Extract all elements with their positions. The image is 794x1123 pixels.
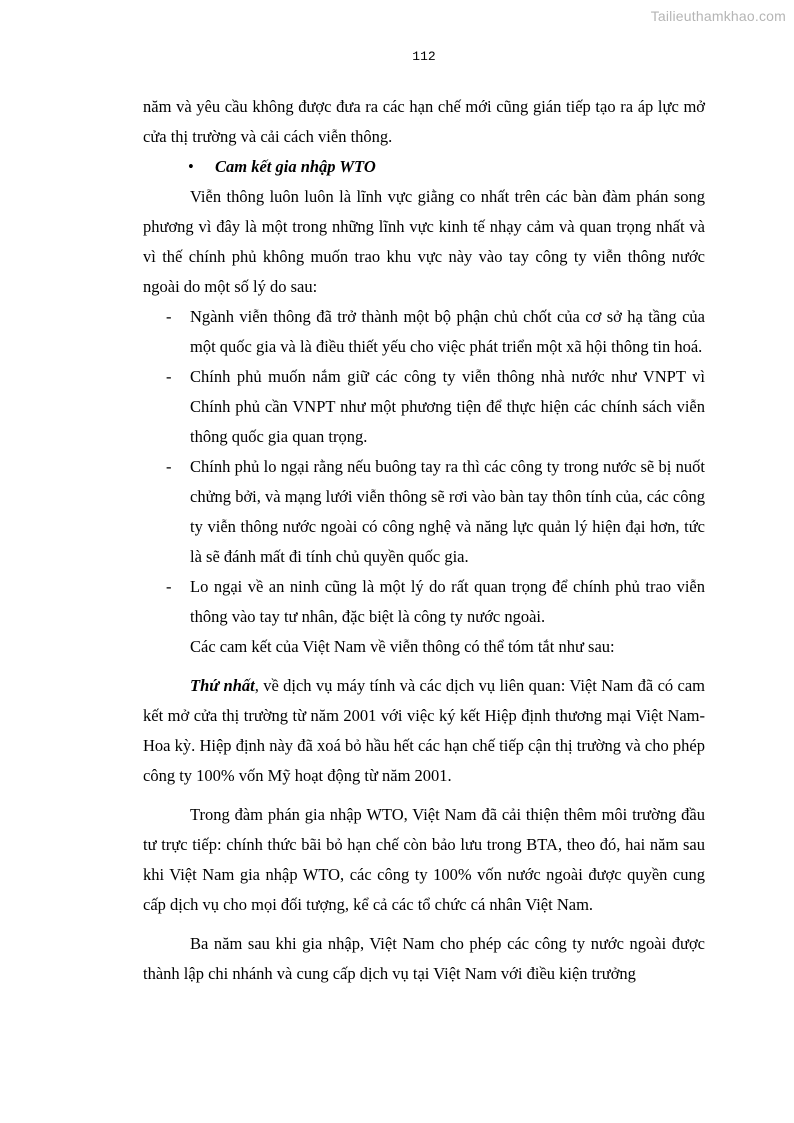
dash-icon: - [166, 307, 172, 326]
intro-paragraph: năm và yêu cầu không được đưa ra các hạn chế mới cũng gián tiếp tạo ra áp lực mở cửa thị trường và cải cách viễn thông. [143, 97, 705, 146]
paragraph: Trong đàm phán gia nhập WTO, Việt Nam đã cải thiện thêm môi trường đầu tư trực tiếp: chính thức bãi bỏ hạn chế còn bảo lưu trong BTA, theo đó, hai năm sau khi Việt Nam gia nhập WTO, các công ty 100% vốn nước ngoài được quyền cung cấp dịch vụ cho mọi đối tượng, kể cả các tổ chức cá nhân Việt Nam. [143, 805, 705, 914]
list-item-text: Chính phủ lo ngại rằng nếu buông tay ra thì các công ty trong nước sẽ bị nuốt chửng bởi, và mạng lưới viễn thông sẽ rơi vào bàn tay thôn tính của, các công ty viễn thông nước ngoài có công nghệ và năng lực quản lý hiện đại hơn, tức là sẽ đánh mất đi tính chủ quyền quốc gia. [190, 457, 705, 566]
page-number: 112 [412, 49, 436, 64]
first-label: Thứ nhất [190, 676, 255, 695]
dash-icon: - [166, 367, 172, 386]
list-item [143, 362, 705, 452]
dash-icon: - [166, 577, 172, 596]
watermark: Tailieuthamkhao.com [650, 8, 786, 24]
list-item [143, 302, 705, 362]
section-heading-text: Cam kết gia nhập WTO [215, 157, 376, 176]
list-item-text: Chính phủ muốn nắm giữ các công ty viễn thông nhà nước như VNPT vì Chính phủ cần VNPT như một phương tiện để thực hiện các chính sách viễn thông quốc gia quan trọng. [190, 367, 705, 446]
paragraph: Viễn thông luôn luôn là lĩnh vực giằng co nhất trên các bàn đàm phán song phương vì đây là một trong những lĩnh vực kinh tế nhạy cảm và quan trọng nhất và vì thế chính phủ không muốn trao khu vực này vào tay công ty viễn thông nước ngoài do một số lý do sau: [143, 187, 705, 296]
dash-icon: - [166, 457, 172, 476]
paragraph: Ba năm sau khi gia nhập, Việt Nam cho phép các công ty nước ngoài được thành lập chi nhánh và cung cấp dịch vụ tại Việt Nam với điều kiện trưởng [143, 934, 705, 983]
paragraph: Các cam kết của Việt Nam về viễn thông có thể tóm tắt như sau: [190, 637, 615, 656]
paragraph [143, 671, 705, 791]
list-item [143, 572, 705, 632]
list-item-text: Ngành viễn thông đã trở thành một bộ phận chủ chốt của cơ sở hạ tầng của một quốc gia và là điều thiết yếu cho việc phát triển một xã hội thông tin hoá. [190, 307, 705, 356]
bullet-icon: • [188, 157, 194, 176]
list-item [143, 452, 705, 572]
list-item-text: Lo ngại về an ninh cũng là một lý do rất quan trọng để chính phủ trao viễn thông vào tay tư nhân, đặc biệt là công ty nước ngoài. [190, 577, 705, 626]
section-heading [143, 152, 705, 182]
paragraph-text: , về dịch vụ máy tính và các dịch vụ liên quan: Việt Nam đã có cam kết mở cửa thị trường từ năm 2001 với việc ký kết Hiệp định thương mại Việt Nam-Hoa kỳ. Hiệp định này đã xoá bỏ hầu hết các hạn chế tiếp cận thị trường và cho phép công ty 100% vốn Mỹ hoạt động từ năm 2001. [143, 676, 705, 785]
document-body [143, 92, 705, 989]
